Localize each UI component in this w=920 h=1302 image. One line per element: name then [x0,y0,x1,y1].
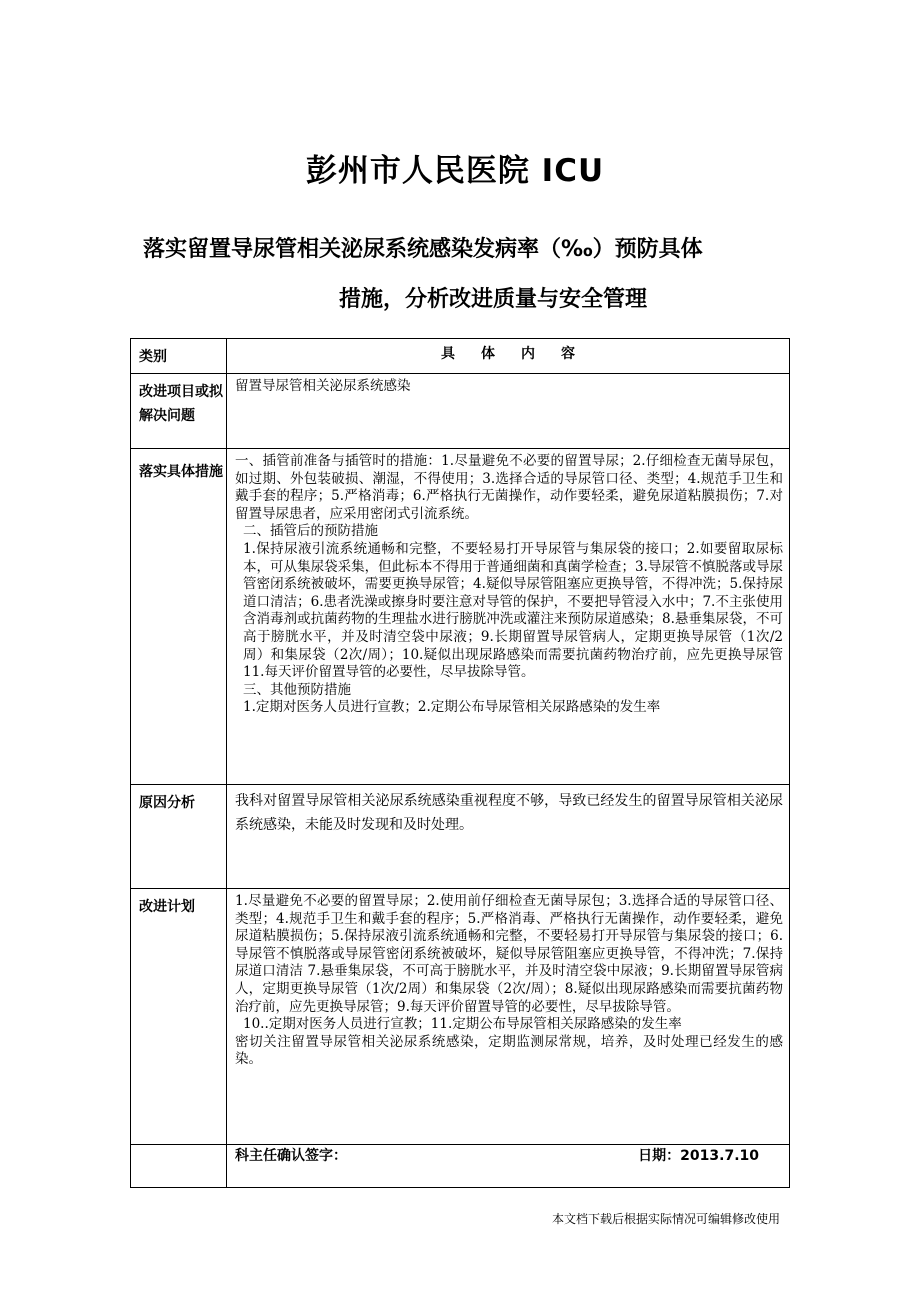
subtitle-line-2: 措施，分析改进质量与安全管理 [339,287,648,312]
content-cell [227,374,790,449]
signature-date: 日期：2013.7.10 [638,1148,759,1164]
paragraph: 三、其他预防措施 [243,681,351,698]
content-cell [227,785,790,889]
paragraph: 我科对留置导尿管相关泌尿系统感染重视程度不够，导致已经发生的留置导尿管相关泌尿系统感染，未能及时发现和及时处理。 [235,793,783,833]
category-cell: 落实具体措施 [131,449,227,785]
category-cell: 原因分析 [131,785,227,889]
paragraph: 留置导尿管相关泌尿系统感染 [235,378,411,394]
content-cell [227,889,790,1145]
category-cell: 改进项目或拟解决问题 [131,374,227,449]
category-cell: 改进计划 [131,889,227,1145]
paragraph: 1.定期对医务人员进行宣教；2.定期公布导尿管相关尿路感染的发生率 [243,699,661,716]
signature-cell [227,1145,790,1188]
measures-table [130,338,790,1188]
paragraph: 10..定期对医务人员进行宣教；11.定期公布导尿管相关尿路感染的发生率 [243,1016,682,1033]
header-category-cell: 类别 [131,339,227,374]
document-title: 彭州市人民医院 ICU [305,153,605,189]
header-content-cell: 具体内容 [227,339,790,374]
paragraph: 密切关注留置导尿管相关泌尿系统感染，定期监测尿常规，培养，及时处理已经发生的感染。 [235,1033,783,1068]
signature-label: 科主任确认签字： [235,1148,347,1164]
paragraph: 1.尽量避免不必要的留置导尿；2.使用前仔细检查无菌导尿包；3.选择合适的导尿管口径、类型；4.规范手卫生和戴手套的程序；5.严格消毒、严格执行无菌操作，动作要轻柔，避免尿道粘膜损伤；5.保持尿液引流系统通畅和完整，不要轻易打开导尿管与集尿袋的接口；6.导尿管不慎脱落或导尿管密闭系统被破坏，疑似导尿管阻塞应更换导管，不得冲洗；7.保持尿道口清洁 7.悬垂集尿袋，不可高于膀胱水平，并及时清空袋中尿液；9.长期留置导尿管病人，定期更换导尿管（1次/2周）和集尿袋（2次/周）；8.疑似出现尿路感染而需要抗菌药物治疗前，应先更换导尿管；9.每天评价留置导管的必要性，尽早拔除导管。 [235,893,783,1015]
paragraph: 二、插管后的预防措施 [243,523,378,540]
empty-category-cell [131,1145,227,1188]
paragraph: 一、插管前准备与插管时的措施：1.尽量避免不必要的留置导尿；2.仔细检查无菌导尿包，如过期、外包装破损、潮湿，不得使用；3.选择合适的导尿管口径、类型；4.规范手卫生和戴手套的程序；5.严格消毒；6.严格执行无菌操作，动作要轻柔，避免尿道粘膜损伤；7.对留置导尿患者，应采用密闭式引流系统。 [235,453,783,522]
content-cell [227,449,790,785]
footer-note: 本文档下载后根据实际情况可编辑修改使用 [551,1212,780,1226]
subtitle-line-1: 落实留置导尿管相关泌尿系统感染发病率（‰）预防具体 [143,237,703,262]
paragraph: 1.保持尿液引流系统通畅和完整，不要轻易打开导尿管与集尿袋的接口；2.如要留取尿标本，可从集尿袋采集，但此标本不得用于普通细菌和真菌学检查；3.导尿管不慎脱落或导尿管密闭系统被破坏，需要更换导尿管；4.疑似导尿管阻塞应更换导管，不得冲洗；5.保持尿道口清洁；6.患者洗澡或擦身时要注意对导管的保护，不要把导管浸入水中；7.不主张使用含消毒剂或抗菌药物的生理盐水进行膀胱冲洗或灌注来预防尿道感染；8.悬垂集尿袋，不可高于膀胱水平，并及时清空袋中尿液；9.长期留置导尿管病人，定期更换导尿管（1次/2周）和集尿袋（2次/周）；10.疑似出现尿路感染而需要抗菌药物治疗前，应先更换导尿管 11.每天评价留置导管的必要性，尽早拔除导管。 [243,540,783,681]
